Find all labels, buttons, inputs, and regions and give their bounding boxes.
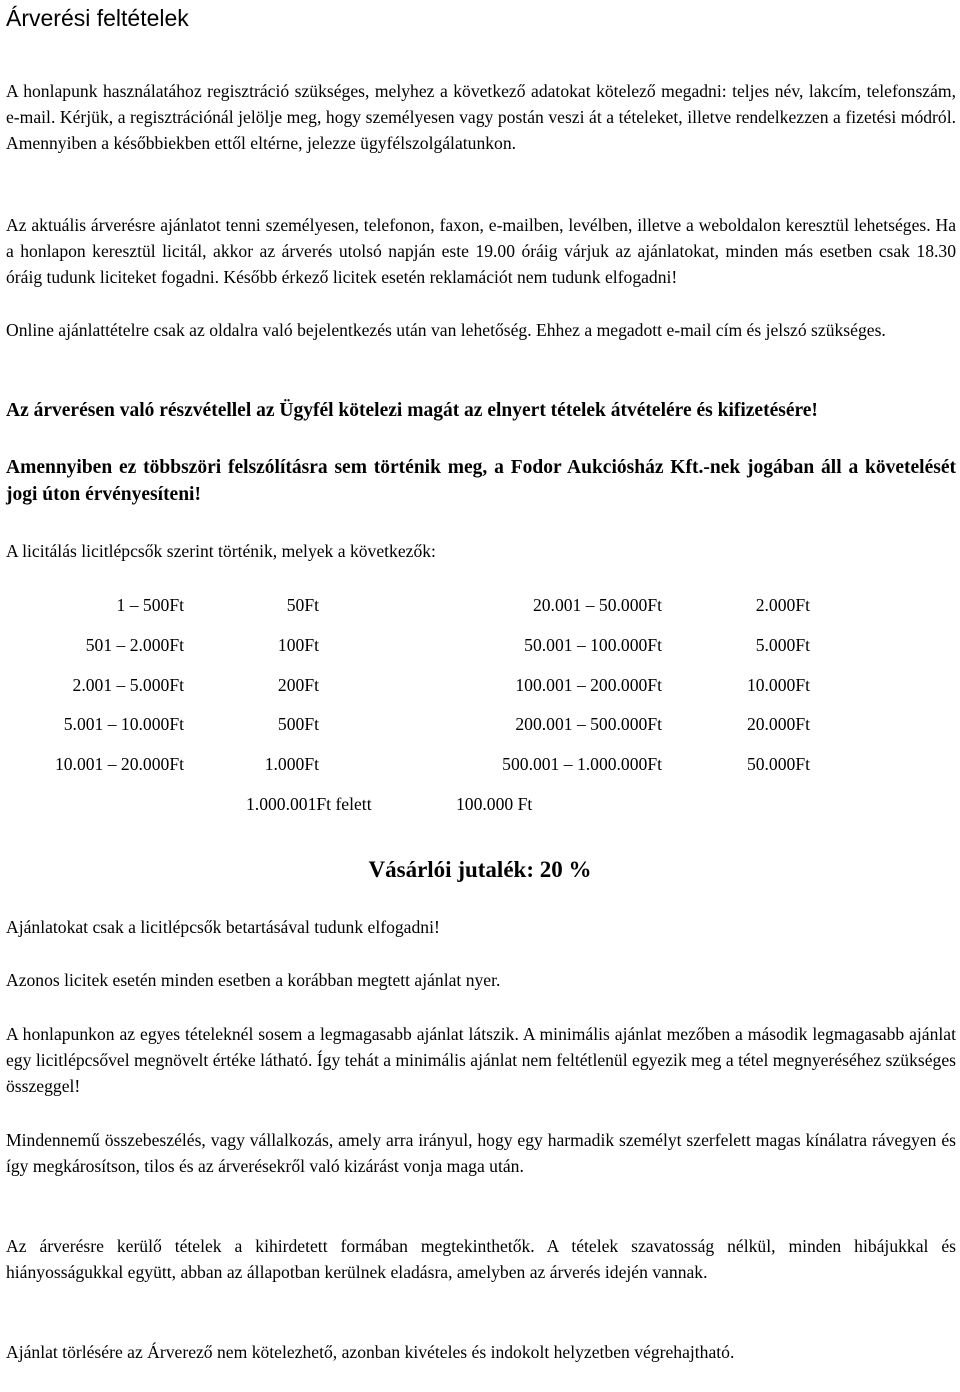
bid-withdrawal-note: Ajánlat törlésére az Árverező nem kötelezhető, azonban kivételes és indokolt helyzetben végrehajtható. <box>6 1342 735 1362</box>
tier-row <box>0 672 960 698</box>
tier-row <box>0 711 960 737</box>
tier-step: 100.000 Ft <box>456 794 533 814</box>
tier-compliance-note: Ajánlatokat csak a licitlépcsők betartásával tudunk elfogadni! <box>6 917 440 937</box>
bid-tiers-intro: A licitálás licitlépcsők szerint történik, melyek a következők: <box>6 541 436 561</box>
tier-step: 5.000Ft <box>755 635 810 655</box>
tier-row-last <box>0 791 960 817</box>
tier-range: 10.001 – 20.000Ft <box>54 754 184 774</box>
tier-step: 10.000Ft <box>746 675 810 695</box>
buyer-commission: Vásárlói jutalék: 20 % <box>368 857 592 882</box>
tier-range: 500.001 – 1.000.000Ft <box>502 754 662 774</box>
legal-enforcement-notice: Amennyiben ez többszöri felszólításra sem történik meg, a Fodor Aukciósház Kft.-nek jogában áll a követelését jogi úton érvényesíteni! <box>6 457 956 505</box>
equal-bids-note: Azonos licitek esetén minden esetben a korábban megtett ajánlat nyer. <box>6 970 501 990</box>
tier-range: 1 – 500Ft <box>116 595 184 615</box>
tier-range: 2.001 – 5.000Ft <box>72 675 184 695</box>
page-title: Árverési feltételek <box>6 5 189 31</box>
tier-step: 2.000Ft <box>755 595 810 615</box>
tier-step: 20.000Ft <box>746 714 810 734</box>
tier-range: 50.001 – 100.000Ft <box>524 635 662 655</box>
tier-range: 1.000.001Ft felett <box>246 794 372 814</box>
tier-row <box>0 632 960 658</box>
obligation-notice: Az árverésen való részvétellel az Ügyfél kötelezi magát az elnyert tételek átvételére és kifizetésére! <box>6 400 818 421</box>
bidding-methods-paragraph: Az aktuális árverésre ajánlatot tenni személyesen, telefonon, faxon, e-mailben, levélben, illetve a weboldalon keresztül lehetséges. Ha a honlapon keresztül licitál, akkor az árverés utolsó napján este 19.00 óráig várjuk az ajánlatokat, minden más esetben csak 18.30 óráig tudunk liciteket fogadni. Később érkező licitek esetén reklamációt nem tudunk elfogadni! <box>6 215 956 287</box>
tier-step: 100Ft <box>277 635 319 655</box>
tier-step: 50Ft <box>286 595 319 615</box>
tier-step: 200Ft <box>277 675 319 695</box>
tier-step: 1.000Ft <box>264 754 319 774</box>
item-condition-note: Az árverésre kerülő tételek a kihirdetett formában megtekinthetők. A tételek szavatosság nélkül, minden hibájukkal és hiányosságukkal együtt, abban az állapotban kerülnek eladásra, amelyben az árverés idején vannak. <box>6 1236 956 1282</box>
minimum-bid-explanation: A honlapunkon az egyes tételeknél sosem a legmagasabb ajánlat látszik. A minimális ajánlat mezőben a második legmagasabb ajánlat egy licitlépcsővel megnövelt értéke látható. Így tehát a minimális ajánlat nem feltétlenül egyezik meg a tétel megnyeréséhez szükséges összeggel! <box>6 1024 956 1096</box>
tier-range: 5.001 – 10.000Ft <box>63 714 184 734</box>
tier-range: 501 – 2.000Ft <box>85 635 184 655</box>
tier-step: 50.000Ft <box>746 754 810 774</box>
tier-row <box>0 592 960 618</box>
tier-row <box>0 751 960 777</box>
tier-range: 100.001 – 200.000Ft <box>515 675 662 695</box>
collusion-prohibition: Mindennemű összebeszélés, vagy vállalkozás, amely arra irányul, hogy egy harmadik személyt szerfelett magas kínálatra rávegyen és így megkárosítson, tilos és az árverésekről való kizárást vonja maga után. <box>6 1130 956 1176</box>
tier-step: 500Ft <box>277 714 319 734</box>
online-bidding-paragraph: Online ajánlattételre csak az oldalra való bejelentkezés után van lehetőség. Ehhez a megadott e-mail cím és jelszó szükséges. <box>6 320 886 340</box>
tier-range: 200.001 – 500.000Ft <box>515 714 662 734</box>
tier-range: 20.001 – 50.000Ft <box>532 595 662 615</box>
bid-tiers-table <box>0 592 960 822</box>
registration-paragraph: A honlapunk használatához regisztráció szükséges, melyhez a következő adatokat kötelező megadni: teljes név, lakcím, telefonszám, e-mail. Kérjük, a regisztrációnál jelölje meg, hogy személyesen vagy postán veszi át a tételeket, illetve rendelkezzen a fizetési módról. Amennyiben a későbbiekben ettől eltérne, jelezze ügyfélszolgálatunkon. <box>6 81 956 153</box>
